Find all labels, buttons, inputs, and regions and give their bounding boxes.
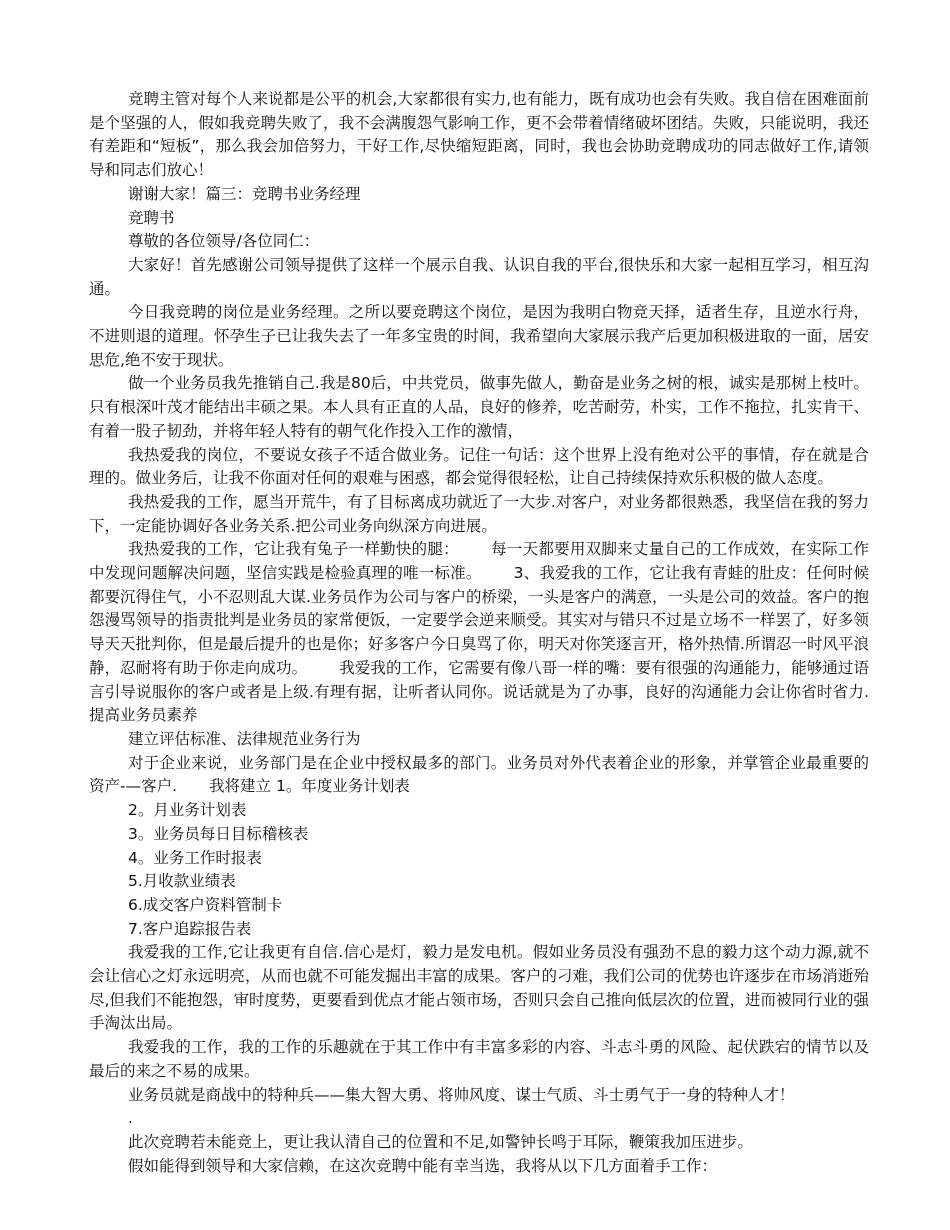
- paragraph: 大家好！首先感谢公司领导提供了这样一个展示自我、认识自我的平台,很快乐和大家一起相互学习，相互沟通。: [89, 255, 869, 298]
- list-item: 3。业务员每日目标稽核表: [128, 824, 309, 843]
- document-body: [89, 88, 869, 1178]
- list-item: 6.成交客户资料管制卡: [128, 895, 283, 914]
- paragraph: 今日我竞聘的岗位是业务经理。之所以要竞聘这个岗位，是因为我明白物竞天择，适者生存，且逆水行舟，不进则退的道理。怀孕生子已让我失去了一年多宝贵的时间，我希望向大家展示我产后更加积极进取的一面，居安思危,绝不安于现状。: [89, 303, 869, 369]
- paragraph: 业务员就是商战中的特种兵——集大智大勇、将帅风度、谋士气质、斗士勇气于一身的特种人才！: [128, 1085, 795, 1104]
- paragraph: [89, 752, 869, 799]
- paragraph: 我爱我的工作，我的工作的乐趣就在于其工作中有丰富多彩的内容、斗志斗勇的风险、起伏跌宕的情节以及最后的来之不易的成果。: [89, 1038, 869, 1080]
- paragraph: 做一个业务员我先推销自己.我是80后，中共党员，做事先做人，勤奋是业务之树的根，诚实是那树上枝叶。只有根深叶茂才能结出丰硕之果。本人具有正直的人品，良好的修养，吃苦耐劳，朴实，工作不拖拉，扎实肯干、有着一股子韧劲，并将年轻人特有的朝气化作投入工作的激情，: [89, 374, 869, 440]
- paragraph: 尊敬的各位领导/各位同仁：: [128, 232, 320, 251]
- paragraph: 谢谢大家！篇三：竞聘书业务经理: [128, 184, 361, 203]
- text-segment: 我将建立 1。年度业务计划表: [209, 777, 410, 796]
- paragraph: 竞聘书: [128, 208, 175, 227]
- text-segment: 3、我爱我的工作，它让我有青蛙的肚皮：任何时候都要沉得住气，小不忍则乱大谋.业务员作为公司与客户的桥梁，一头是客户的满意，一头是公司的效益。客户的抱怨漫骂领导的指责批判是业务员的家常便饭，一定要学会逆来顺受。其实对与错只不过是立场不一样罢了，好多领导天天批判你，但是最后提升的也是你；好多客户今日臭骂了你，明天对你笑逐言开，格外热情.所谓忍一时风平浪静，忍耐将有助于你走向成功。: [89, 564, 869, 677]
- list-item: 4。业务工作时报表: [128, 848, 262, 867]
- text-segment: 我热爱我的工作，它让我有兔子一样勤快的腿：: [128, 540, 459, 559]
- paragraph: 我热爱我的岗位，不要说女孩子不适合做业务。记住一句话：这个世界上没有绝对公平的事情，存在就是合理的。做业务后，让我不你面对任何的艰难与困惑，都会觉得很轻松，让自己持续保持欢乐积极的做人态度。: [89, 445, 869, 488]
- list-item: 2。月业务计划表: [128, 801, 247, 820]
- paragraph: [89, 538, 869, 728]
- list-item: 7.客户追踪报告表: [128, 919, 252, 938]
- paragraph: 建立评估标准、法律规范业务行为: [128, 729, 361, 748]
- list-item: 5.月收款业绩表: [128, 872, 236, 891]
- paragraph: 竞聘主管对每个人来说都是公平的机会,大家都很有实力,也有能力，既有成功也会有失败。我自信在困难面前是个坚强的人，假如我竞聘失败了，我不会满腹怨气影响工作，更不会带着情绪破坏团结。失败，只能说明，我还有差距和“短板”，那么我会加倍努力，干好工作,尽快缩短距离，同时，我也会协助竞聘成功的同志做好工作,请领导和同志们放心！: [89, 90, 869, 180]
- paragraph: 假如能得到领导和大家信赖，在这次竞聘中能有幸当选，我将从以下几方面着手工作：: [128, 1156, 718, 1175]
- text-segment: 我爱我的工作，它需要有像八哥一样的嘴：要有很强的沟通能力，能够通过语言引导说服你的客户或者是上级.有理有据，让听者认同你。说话就是为了办事，良好的沟通能力会让你省时省力.提高业务员素养: [89, 658, 869, 725]
- paragraph: 我爱我的工作,它让我更有自信.信心是灯，毅力是发电机。假如业务员没有强劲不息的毅力这个动力源,就不会让信心之灯永远明亮，从而也就不可能发掘出丰富的成果。客户的刁难，我们公司的优势也许逐步在市场消逝殆尽,但我们不能抱怨，审时度势，更要看到优点才能占领市场，否则只会自己推向低层次的位置，进而被同行业的强手淘汰出局。: [89, 943, 869, 1033]
- paragraph: 此次竞聘若未能竞上，更让我认清自己的位置和不足,如警钟长鸣于耳际，鞭策我加压进步。: [128, 1132, 753, 1151]
- paragraph: .: [128, 1109, 133, 1128]
- text-segment: 每一天都要用双脚来丈量自己的工作成效，在实际工作中发现问题解决问题，坚信实践是检验真理的唯一标准。: [89, 540, 869, 583]
- text-segment: 对于企业来说，业务部门是在企业中授权最多的部门。业务员对外代表着企业的形象，并掌管企业最重要的资产-—客户.: [89, 753, 869, 796]
- paragraph: 我热爱我的工作，愿当开荒牛，有了目标离成功就近了一大步.对客户，对业务都很熟悉，我坚信在我的努力下，一定能协调好各业务关系.把公司业务向纵深方向进展。: [89, 492, 869, 535]
